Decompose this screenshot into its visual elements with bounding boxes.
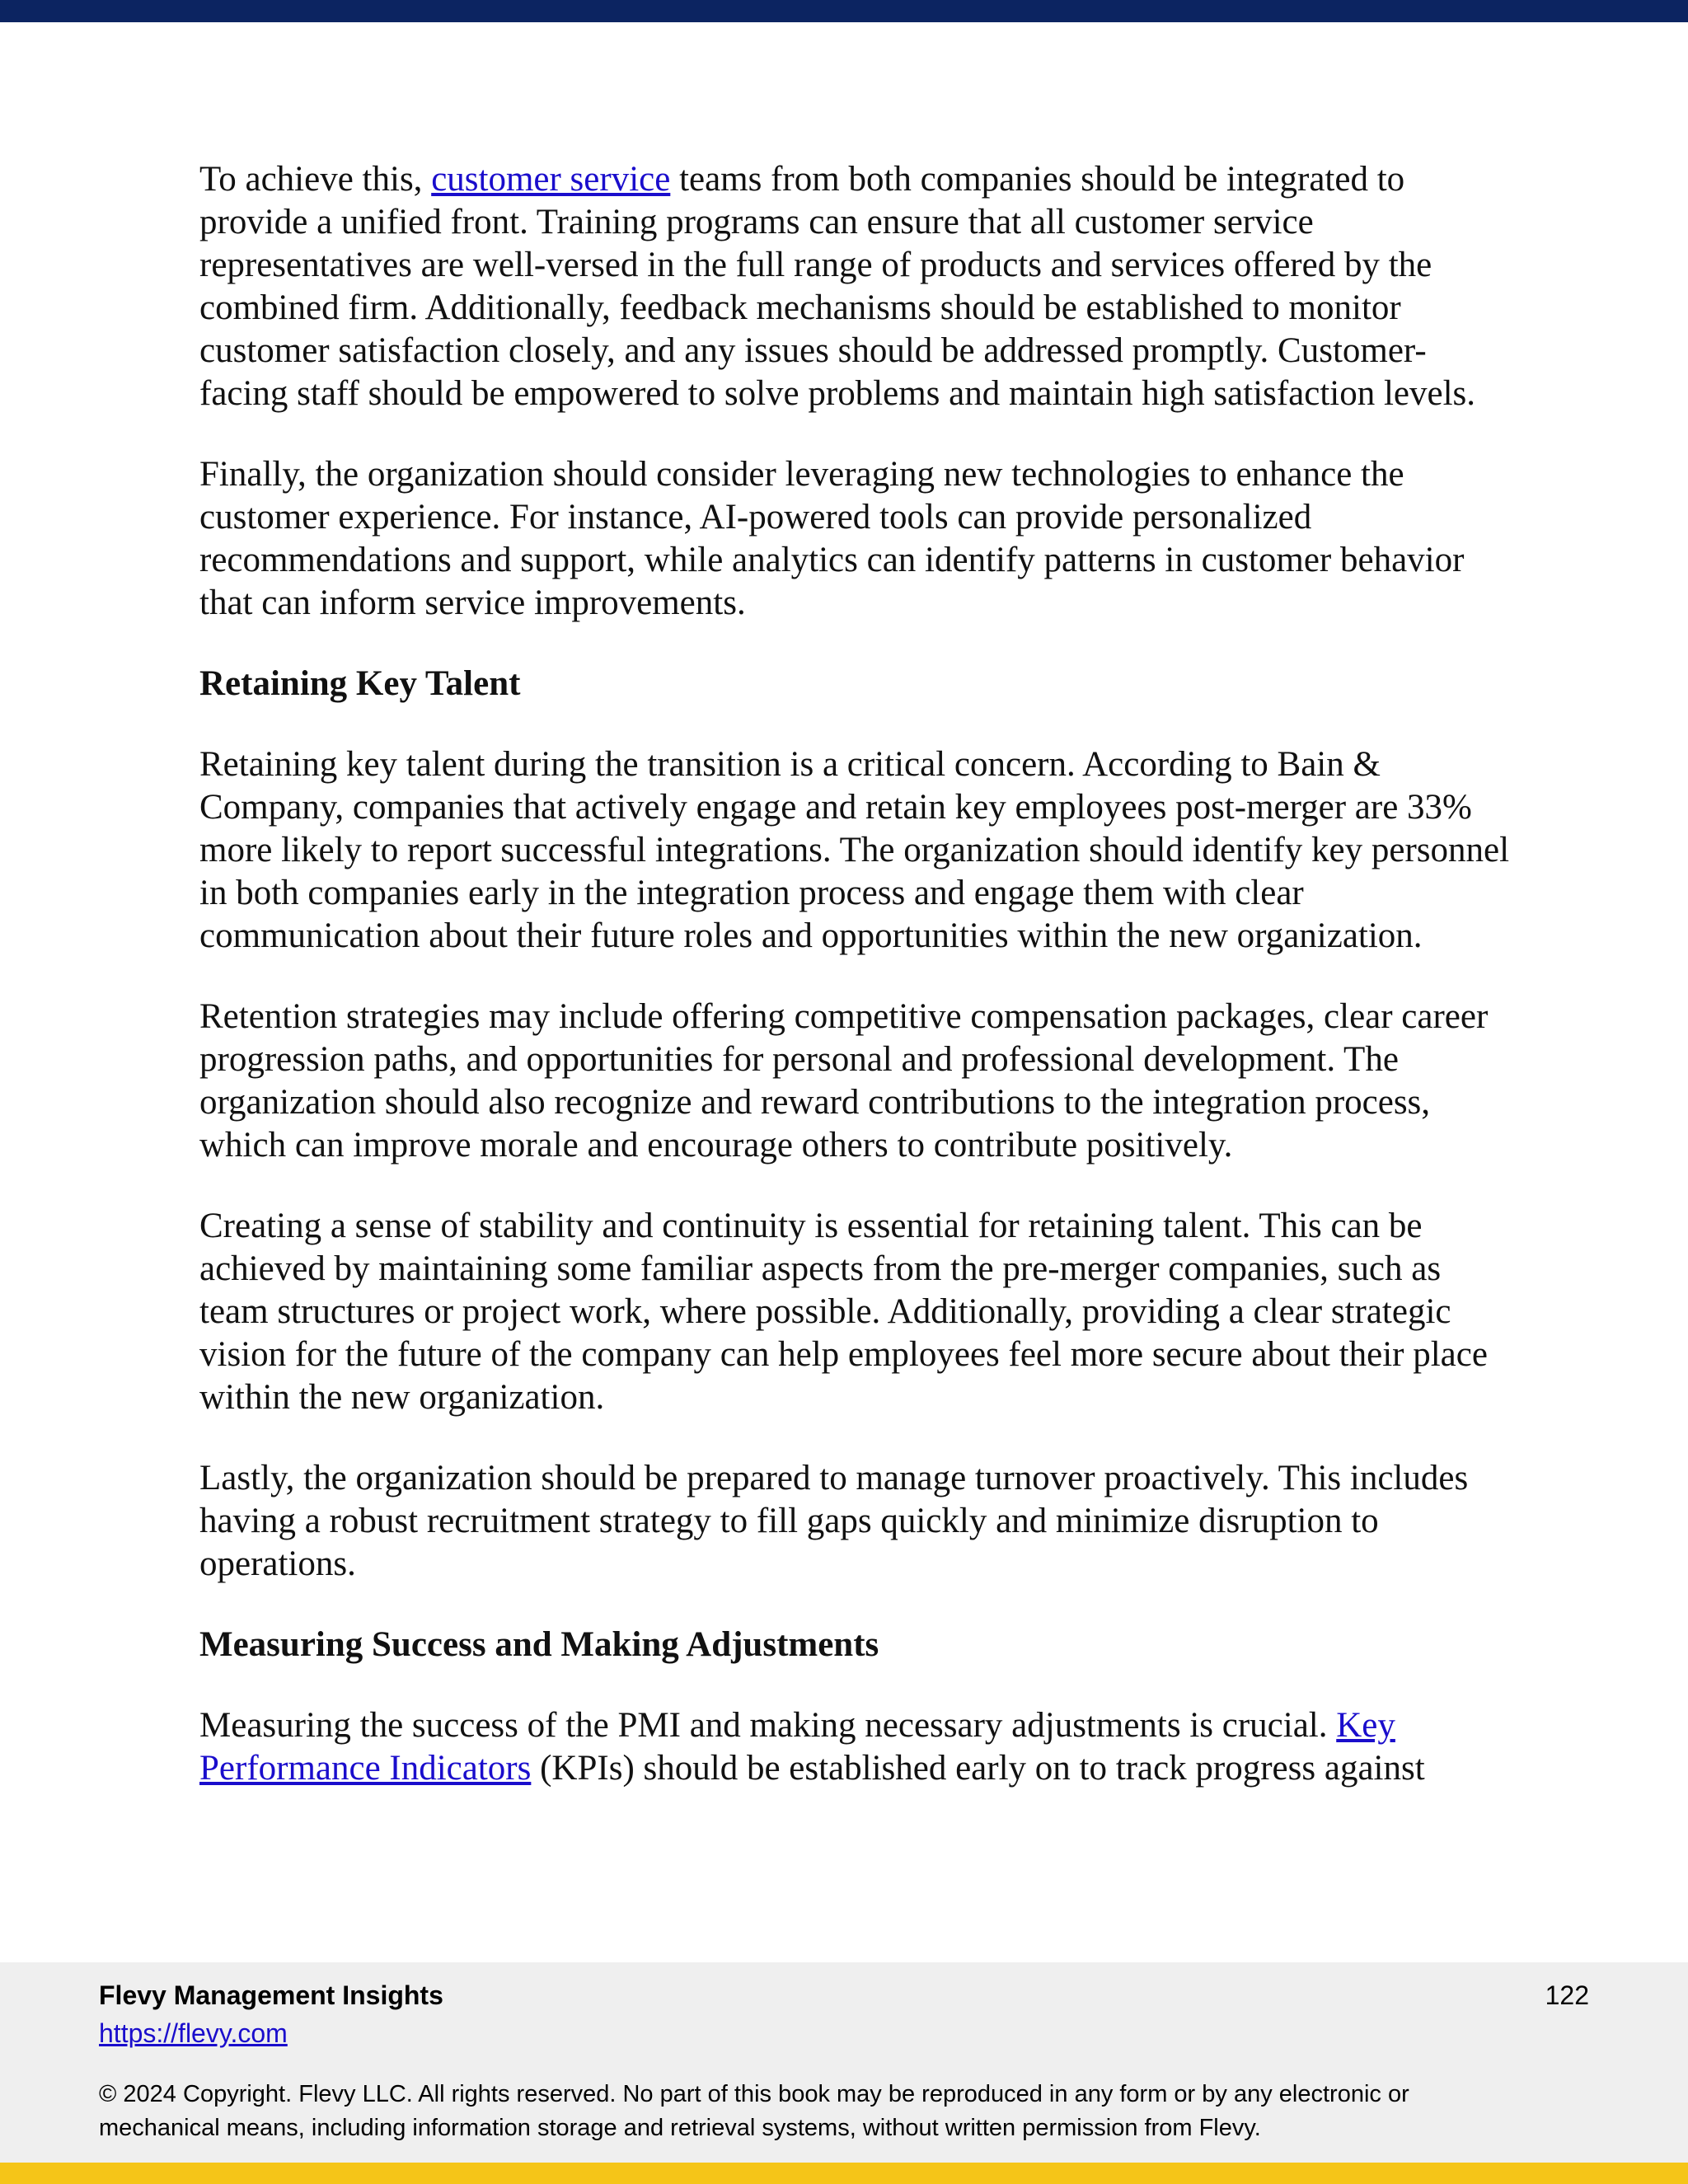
copyright-notice: © 2024 Copyright. Flevy LLC. All rights reserved. No part of this book may be reproduced in any form or by any electronic or mechanical means, including information storage and retrieval systems, without written permission from Flevy. xyxy=(99,2081,1409,2141)
top-accent-bar xyxy=(0,0,1688,22)
footer-url-link[interactable]: https://flevy.com xyxy=(99,2018,288,2048)
kpi-link[interactable]: Key Performance Indicators xyxy=(199,1706,1395,1788)
customer-service-link[interactable]: customer service xyxy=(431,160,671,199)
page-number: 122 xyxy=(1545,1980,1589,2010)
page-content xyxy=(199,158,1510,1828)
page-footer xyxy=(0,1962,1688,2163)
paragraph-retention-strategies: Retention strategies may include offering competitive compensation packages, clear career progression paths, and opportunities for personal and professional development. The organization should also recognize and reward contributions to the integration process, which can improve morale and encourage others to contribute positively. xyxy=(199,997,1489,1165)
paragraph-technology: Finally, the organization should consider leveraging new technologies to enhance the customer experience. For instance, AI-powered tools can provide personalized recommendations and support, while analytics can identify patterns in customer behavior that can inform service improvements. xyxy=(199,455,1465,622)
paragraph-stability: Creating a sense of stability and continuity is essential for retaining talent. This can be achieved by maintaining some familiar aspects from the pre-merger companies, such as team structures or project work, where possible. Additionally, providing a clear strategic vision for the future of the company can help employees feel more secure about their place within the new organization. xyxy=(199,1207,1488,1417)
heading-measuring-success: Measuring Success and Making Adjustments xyxy=(199,1625,879,1664)
paragraph-retaining-talent: Retaining key talent during the transition is a critical concern. According to Bain & Company, companies that actively engage and retain key employees post-merger are 33% more likely to report successful integrations. The organization should identify key personnel in both companies early in the integration process and engage them with clear communication about their future roles and opportunities within the new organization. xyxy=(199,745,1510,955)
paragraph-customer-service: To achieve this, customer service teams from both companies should be integrated to provide a unified front. Training programs can ensure that all customer service representatives are well-versed in the full range of products and services offered by the combined firm. Additionally, feedback mechanisms should be established to monitor customer satisfaction closely, and any issues should be addressed promptly. Customer-facing staff should be empowered to solve problems and maintain high satisfaction levels. xyxy=(199,160,1476,413)
heading-retaining-key-talent: Retaining Key Talent xyxy=(199,664,521,703)
footer-brand: Flevy Management Insights xyxy=(99,1980,443,2010)
bottom-accent-bar xyxy=(0,2163,1688,2184)
paragraph-turnover: Lastly, the organization should be prepared to manage turnover proactively. This includes having a robust recruitment strategy to fill gaps quickly and minimize disruption to operations. xyxy=(199,1459,1469,1583)
paragraph-measuring-success: Measuring the success of the PMI and making necessary adjustments is crucial. Key Performance Indicators (KPIs) should be established early on to track progress against xyxy=(199,1706,1425,1788)
